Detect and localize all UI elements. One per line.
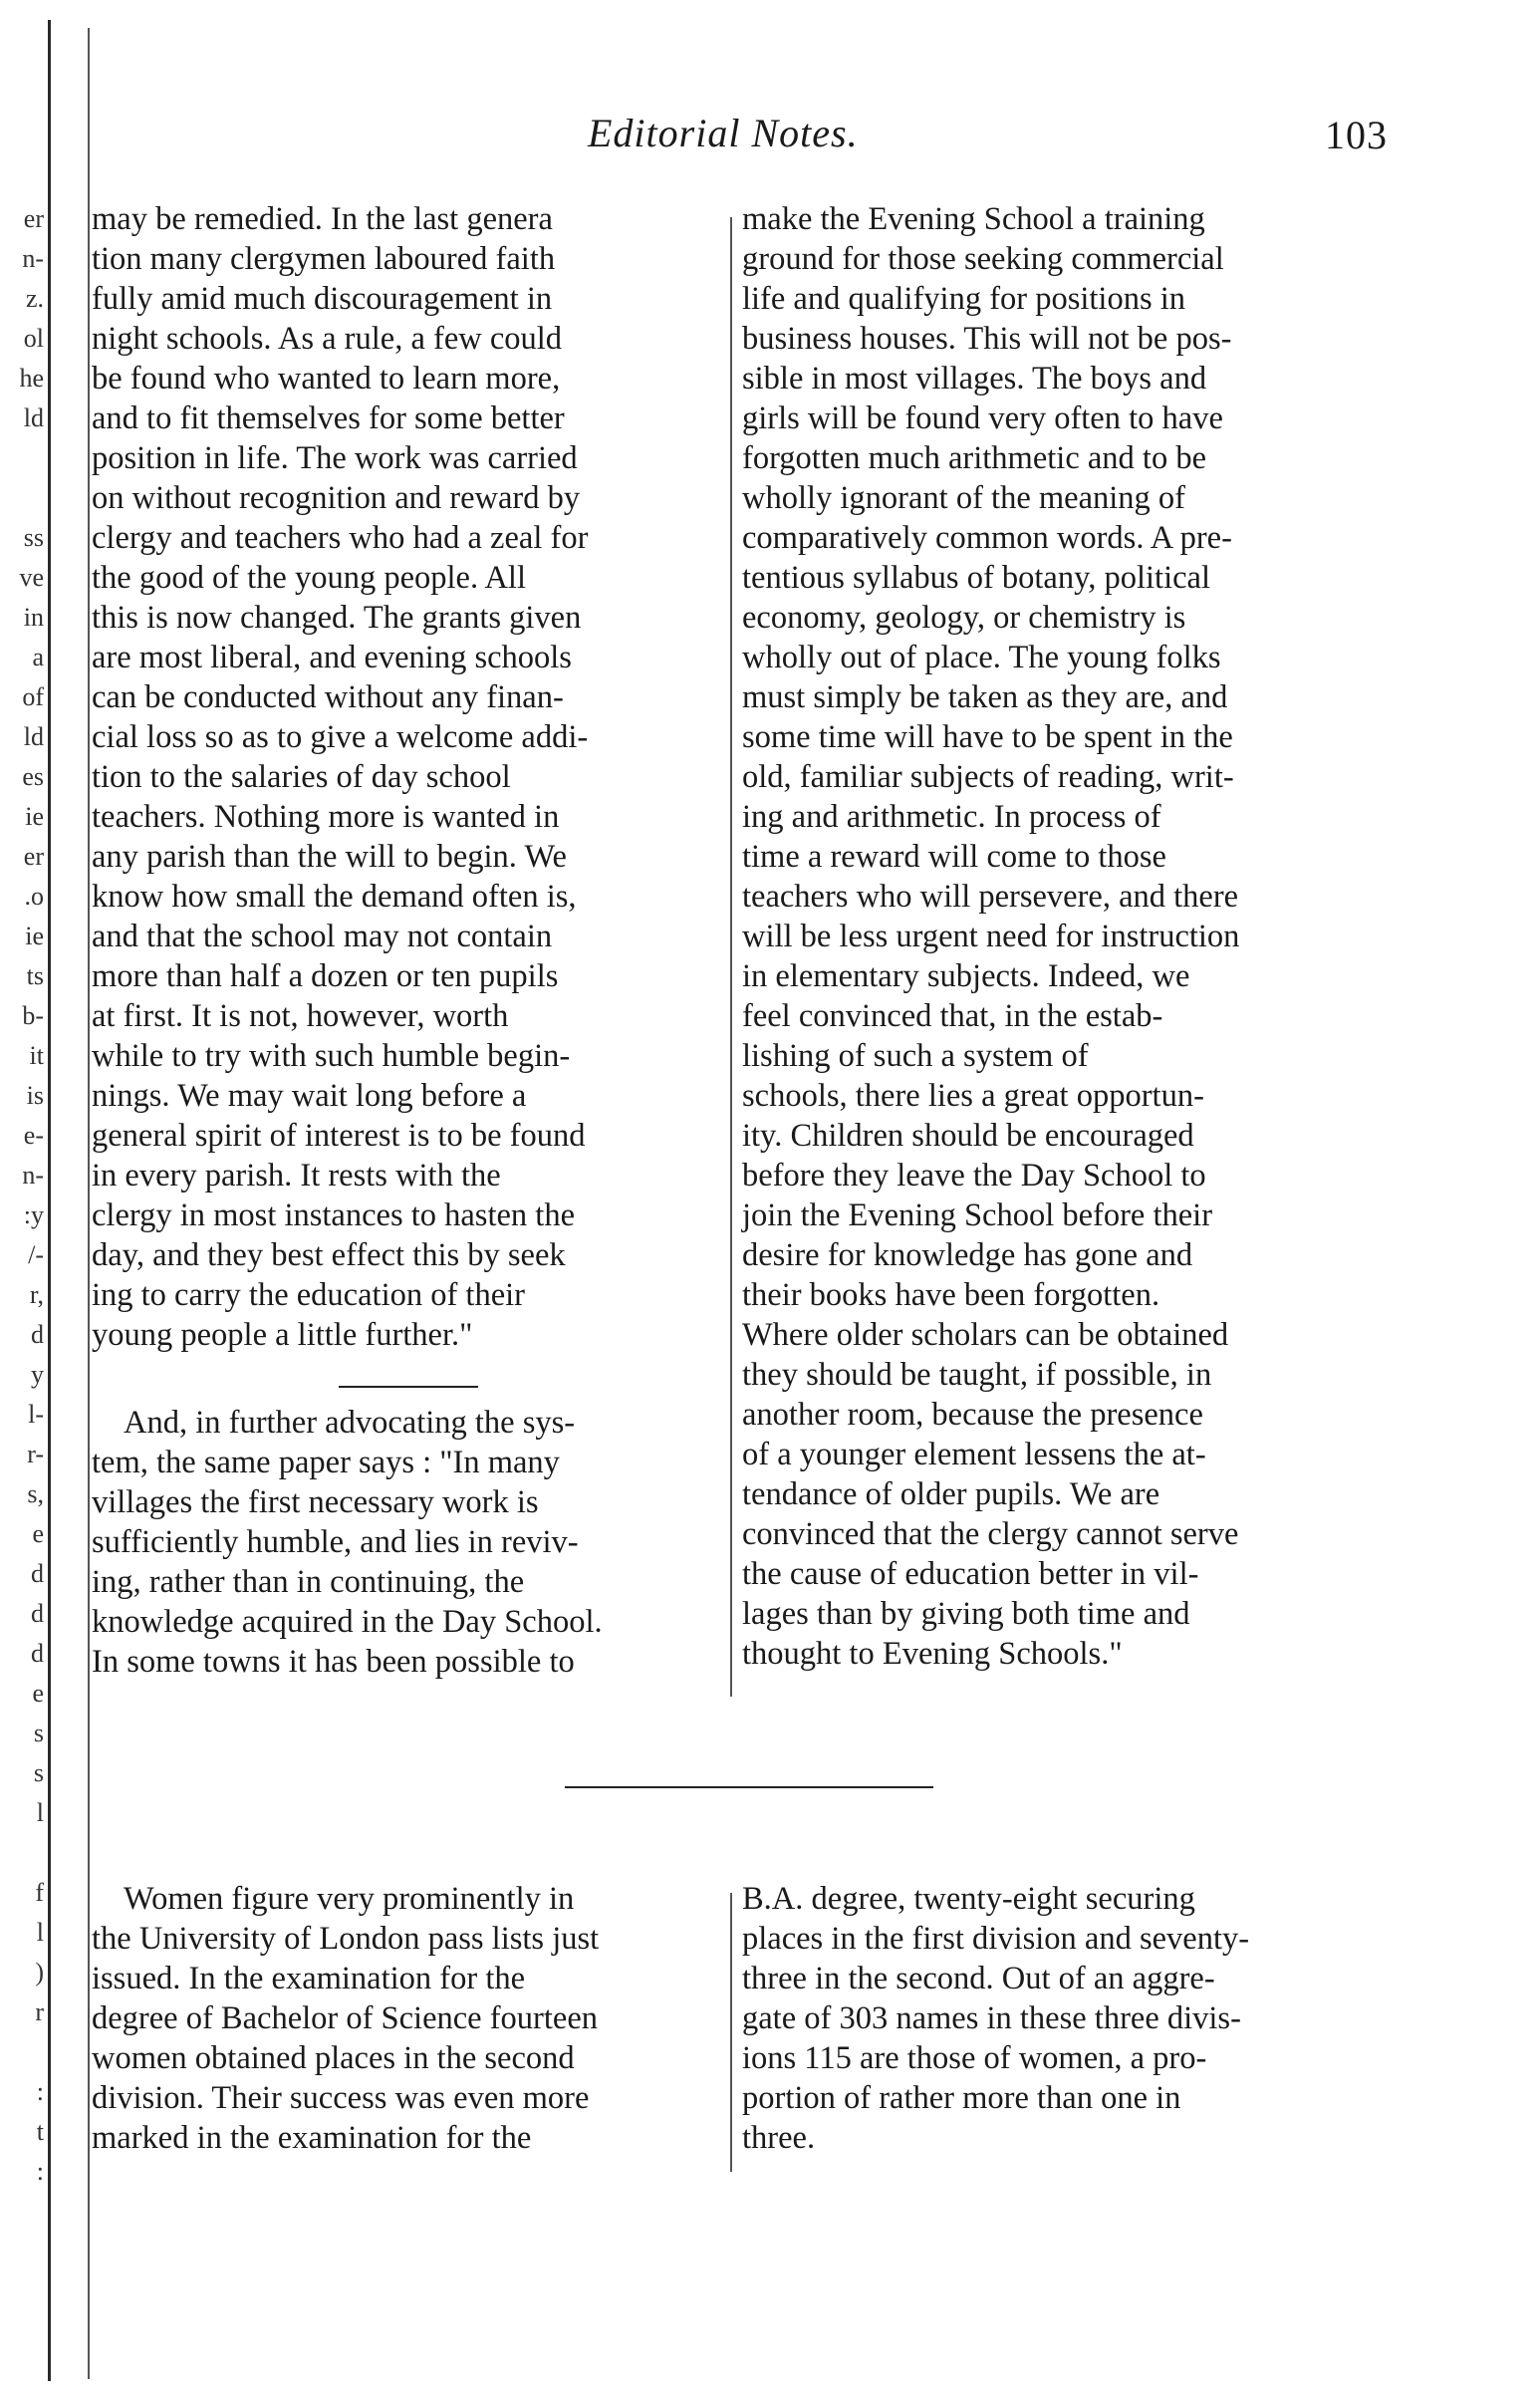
facing-page-fragments: [6, 199, 44, 2232]
text-line: wholly ignorant of the meaning of: [742, 480, 1185, 516]
text-line: of a younger element lessens the at-: [742, 1437, 1206, 1472]
text-line: in every parish. It rests with the: [92, 1158, 501, 1194]
facing-page-fragment: [6, 2192, 44, 2232]
facing-page-fragment: ss: [23, 523, 44, 552]
text-line: must simply be taken as they are, and: [742, 679, 1228, 715]
text-line: in elementary subjects. Indeed, we: [742, 958, 1190, 994]
binding-edge-line: [88, 28, 90, 2379]
facing-page-fragment: ts: [26, 961, 44, 990]
facing-page-fragment: ): [35, 1958, 44, 1987]
text-line: convinced that the clergy cannot serve: [742, 1516, 1239, 1552]
facing-page-fragment: y: [31, 1360, 44, 1389]
section2-right-column: [742, 1879, 1370, 2158]
text-line: tion many clergymen laboured faith: [92, 241, 556, 277]
text-line: teachers who will persevere, and there: [742, 879, 1239, 915]
facing-page-fragment: a: [32, 643, 44, 671]
text-line: forgotten much arithmetic and to be: [742, 440, 1206, 476]
facing-page-fragment: er: [23, 842, 44, 871]
facing-page-fragment: is: [26, 1081, 44, 1110]
text-line: ing to carry the education of their: [92, 1277, 525, 1313]
facing-page-fragment: [6, 1833, 44, 1873]
section2-left-column: [92, 1879, 719, 2158]
text-line: can be conducted without any finan-: [92, 679, 564, 715]
text-line: and to fit themselves for some better: [92, 400, 565, 436]
text-line: Women figure very prominently in: [124, 1881, 575, 1917]
text-line: lages than by giving both time and: [742, 1596, 1190, 1632]
text-line: sible in most villages. The boys and: [742, 361, 1207, 397]
facing-page-fragment: [6, 478, 44, 518]
text-line: schools, there lies a great opportun-: [742, 1078, 1204, 1114]
facing-page-fragment: d: [31, 1639, 44, 1668]
text-line: business houses. This will not be pos-: [742, 321, 1232, 357]
facing-page-fragment: r: [35, 1997, 44, 2026]
facing-page-fragment: :: [36, 2077, 44, 2106]
facing-page-fragment: s: [33, 1758, 44, 1787]
text-line: another room, because the presence: [742, 1397, 1203, 1433]
column-divider-rule: [730, 1893, 732, 2172]
text-line: day, and they best effect this by seek: [92, 1237, 566, 1273]
text-line: wholly out of place. The young folks: [742, 640, 1221, 675]
text-line: tion to the salaries of day school: [92, 759, 511, 795]
text-line: life and qualifying for positions in: [742, 281, 1186, 317]
facing-page-fragment: [6, 438, 44, 478]
running-title: Editorial Notes.: [588, 111, 859, 155]
text-line: marked in the examination for the: [92, 2120, 532, 2156]
facing-page-fragment: it: [29, 1041, 44, 1070]
facing-page-fragment: ld: [23, 722, 44, 751]
text-line: they should be taught, if possible, in: [742, 1357, 1212, 1393]
text-line: girls will be found very often to have: [742, 400, 1223, 436]
binding-edge-line: [48, 20, 51, 2381]
text-line: old, familiar subjects of reading, writ-: [742, 759, 1234, 795]
text-line: B.A. degree, twenty-eight securing: [742, 1881, 1195, 1917]
text-line: places in the first division and seventy-: [742, 1921, 1250, 1957]
text-line: ing, rather than in continuing, the: [92, 1564, 525, 1600]
facing-page-fragment: r,: [29, 1280, 44, 1309]
facing-page-fragment: ld: [23, 403, 44, 432]
facing-page-fragment: n-: [22, 244, 44, 273]
text-line: position in life. The work was carried: [92, 440, 578, 476]
facing-page-fragment: d: [31, 1599, 44, 1628]
text-line: more than half a dozen or ten pupils: [92, 958, 559, 994]
facing-page-fragment: er: [23, 204, 44, 233]
facing-page-fragment: ie: [25, 922, 44, 950]
section-divider-rule: [565, 1786, 933, 1788]
text-line: feel convinced that, in the estab-: [742, 998, 1163, 1034]
facing-page-fragment: e: [32, 1679, 44, 1708]
text-line: And, in further advocating the sys-: [124, 1405, 576, 1441]
text-line: nings. We may wait long before a: [92, 1078, 527, 1114]
facing-page-fragment: d: [31, 1559, 44, 1588]
facing-page-fragment: in: [23, 603, 44, 632]
text-line: the University of London pass lists just: [92, 1921, 600, 1957]
section1-left-column-continued: [92, 1403, 719, 1682]
text-line: issued. In the examination for the: [92, 1961, 526, 1996]
text-line: knowledge acquired in the Day School.: [92, 1604, 603, 1640]
text-line: clergy in most instances to hasten the: [92, 1197, 575, 1233]
text-line: three.: [742, 2120, 816, 2156]
facing-page-fragment: :: [36, 2157, 44, 2186]
facing-page-fragment: e-: [23, 1121, 44, 1150]
column-divider-rule: [730, 217, 732, 1697]
text-line: portion of rather more than one in: [742, 2080, 1181, 2116]
facing-page-fragment: d: [31, 1320, 44, 1349]
facing-page-fragment: /-: [28, 1240, 44, 1269]
text-line: general spirit of interest is to be found: [92, 1118, 586, 1154]
text-line: while to try with such humble begin-: [92, 1038, 571, 1074]
text-line: three in the second. Out of an aggre-: [742, 1961, 1215, 1996]
text-line: cial loss so as to give a welcome addi-: [92, 719, 589, 755]
facing-page-fragment: f: [35, 1878, 44, 1907]
facing-page-fragment: l: [36, 1918, 44, 1947]
facing-page-fragment: of: [22, 682, 44, 711]
text-line: are most liberal, and evening schools: [92, 640, 572, 675]
facing-page-fragment: he: [19, 364, 44, 393]
text-line: ground for those seeking commercial: [742, 241, 1224, 277]
text-line: be found who wanted to learn more,: [92, 361, 561, 397]
text-line: women obtained places in the second: [92, 2040, 575, 2076]
text-line: any parish than the will to begin. We: [92, 839, 567, 875]
facing-page-fragment: r-: [27, 1440, 44, 1468]
short-divider-rule: [339, 1386, 478, 1388]
facing-page-fragment: n-: [22, 1161, 44, 1190]
facing-page-fragment: es: [22, 762, 44, 791]
facing-page-fragment: :y: [23, 1200, 44, 1229]
text-line: tem, the same paper says : "In many: [92, 1445, 560, 1480]
text-line: thought to Evening Schools.": [742, 1636, 1123, 1672]
text-line: know how small the demand often is,: [92, 879, 577, 915]
text-line: young people a little further.": [92, 1317, 473, 1353]
text-line: gate of 303 names in these three divis-: [742, 2000, 1241, 2036]
section1-right-column: [742, 199, 1370, 1674]
text-line: may be remedied. In the last genera: [92, 201, 553, 237]
text-line: In some towns it has been possible to: [92, 1644, 575, 1680]
text-line: tendance of older pupils. We are: [742, 1476, 1160, 1512]
text-line: ions 115 are those of women, a pro-: [742, 2040, 1207, 2076]
text-line: tentious syllabus of botany, political: [742, 560, 1210, 596]
text-line: join the Evening School before their: [742, 1197, 1213, 1233]
text-line: Where older scholars can be obtained: [742, 1317, 1229, 1353]
text-line: this is now changed. The grants given: [92, 600, 582, 636]
text-line: their books have been forgotten.: [742, 1277, 1160, 1313]
facing-page-fragment: [6, 2032, 44, 2072]
text-line: on without recognition and reward by: [92, 480, 581, 516]
text-line: degree of Bachelor of Science fourteen: [92, 2000, 599, 2036]
text-line: and that the school may not contain: [92, 919, 553, 954]
facing-page-fragment: ve: [19, 563, 44, 592]
facing-page-fragment: ol: [23, 324, 44, 353]
text-line: some time will have to be spent in the: [742, 719, 1233, 755]
facing-page-fragment: ie: [25, 802, 44, 831]
facing-page-fragment: e: [32, 1519, 44, 1548]
text-line: economy, geology, or chemistry is: [742, 600, 1186, 636]
facing-page-fragment: l-: [28, 1400, 44, 1429]
text-line: fully amid much discouragement in: [92, 281, 553, 317]
facing-page-fragment: s,: [27, 1479, 44, 1508]
text-line: night schools. As a rule, a few could: [92, 321, 563, 357]
text-line: ity. Children should be encouraged: [742, 1118, 1194, 1154]
text-line: clergy and teachers who had a zeal for: [92, 520, 589, 556]
text-line: desire for knowledge has gone and: [742, 1237, 1193, 1273]
facing-page-fragment: z.: [25, 284, 44, 313]
text-line: teachers. Nothing more is wanted in: [92, 799, 560, 835]
facing-page-fragment: .o: [24, 882, 44, 911]
text-line: division. Their success was even more: [92, 2080, 590, 2116]
facing-page-fragment: l: [36, 1798, 44, 1827]
text-line: at first. It is not, however, worth: [92, 998, 509, 1034]
text-line: lishing of such a system of: [742, 1038, 1089, 1074]
text-line: the cause of education better in vil-: [742, 1556, 1199, 1592]
text-line: ing and arithmetic. In process of: [742, 799, 1161, 835]
facing-page-fragment: t: [36, 2117, 44, 2146]
text-line: sufficiently humble, and lies in reviv-: [92, 1524, 579, 1560]
text-line: will be less urgent need for instruction: [742, 919, 1240, 954]
facing-page-fragment: b-: [22, 1001, 44, 1030]
text-line: the good of the young people. All: [92, 560, 526, 596]
facing-page-fragment: s: [33, 1719, 44, 1747]
text-line: make the Evening School a training: [742, 201, 1205, 237]
text-line: comparatively common words. A pre-: [742, 520, 1232, 556]
text-line: villages the first necessary work is: [92, 1484, 539, 1520]
section1-left-column: [92, 199, 719, 1355]
text-line: time a reward will come to those: [742, 839, 1166, 875]
text-line: before they leave the Day School to: [742, 1158, 1206, 1194]
page-number: 103: [1325, 113, 1388, 157]
